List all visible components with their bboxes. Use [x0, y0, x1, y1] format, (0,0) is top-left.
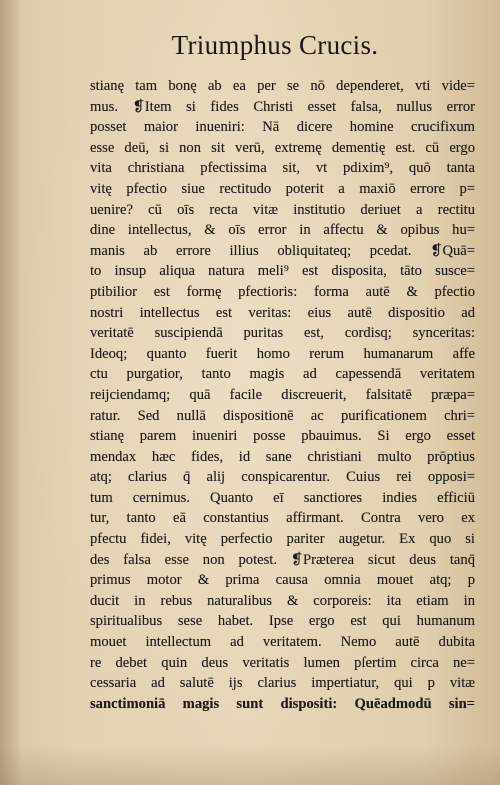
text-line: mendax hæc fides, id sane christiani multo prōptius — [90, 448, 475, 465]
page-bottom-shade — [0, 745, 500, 785]
running-head: Triumphus Crucis. — [171, 30, 379, 60]
text-line: manis ab errore illius obliquitateq; pcedat. ❡Quā= — [90, 242, 475, 259]
text-line: ptibilior est formę pfectioris: forma autē & pfectio — [90, 283, 475, 300]
body-text — [90, 76, 475, 714]
text-line: pfectu fidei, vitę perfectio pariter augetur. Ex quo si — [90, 531, 475, 548]
text-line: uenire? cū oīs recta vitæ institutio deriuet a rectitu — [90, 201, 475, 218]
text-line: re debet quin deus veritatis lumen pſertim circa ne= — [90, 654, 475, 671]
text-line: reijciendamq; quā facile discreuerit, falsitatē præpa= — [90, 386, 475, 403]
text-line: ratur. Sed nullā dispositionē ac purificationem chri= — [90, 407, 475, 424]
text-line: ctu purgatior, tanto magis ad capessendā veritatem — [90, 366, 475, 383]
text-line: mus. ❡Item si fides Christi esset falsa, nullus error — [90, 98, 475, 115]
text-line: vita christiana pfectissima sit, vt pdixim⁹, quō tanta — [90, 160, 475, 177]
text-line: ducit in rebus naturalibus & corporeis: ita etiam in — [90, 592, 475, 609]
text-line: stianę parem inueniri posse pbauimus. Si ergo esset — [90, 428, 475, 445]
text-line: stianę tam bonę ab ea per se nō dependeret, vti vide= — [90, 78, 475, 94]
text-line: Ideoq; quanto fuerit homo rerum humanarum affe — [90, 345, 475, 362]
text-line: primus motor & prima causa omnia mouet atq; p — [90, 572, 475, 589]
text-line: tum cernimus. Quanto eī sanctiores indies efficiū — [90, 489, 475, 506]
text-line: spiritualibus sese habet. Ipse ergo est qui humanum — [90, 613, 475, 630]
text-line: tur, tanto eā constantius affirmant. Contra vero ex — [90, 510, 475, 527]
page-gutter-shadow — [0, 0, 22, 785]
text-line: mouet intellectum ad veritatem. Nemo autē dubita — [90, 634, 475, 651]
text-line: veritatē suscipiendā puritas est, cordisq; synceritas: — [90, 325, 475, 342]
text-line: atq; clarius q̄ alij conspicarentur. Cuius rei opposi= — [90, 469, 475, 486]
text-line: cessaria ad salutē ijs clarius impertiatur, qui p vitæ — [90, 675, 475, 692]
text-line: nostri intellectus est veritas: eius autē dispositio ad — [90, 304, 475, 321]
text-line: posset maior inueniri: Nā dicere homine crucifixum — [90, 119, 475, 136]
text-line: des falsa esse non potest. ❡Præterea sicut deus tanq̄ — [90, 551, 475, 568]
text-line: vitę pfectio siue rectitudo poterit a maxiō errore p= — [90, 180, 475, 197]
text-line: to insup aliqua natura meli⁹ est disposita, tāto susce= — [90, 263, 475, 280]
text-line: dine intellectus, & oīs error in affectu & opibus hu= — [90, 222, 475, 239]
text-line: sanctimoniā magis sunt dispositi: Quēadmodū sin= — [90, 695, 475, 712]
text-line: esse deū, si non sit verū, extremę dementię est. cū ergo — [90, 139, 475, 156]
